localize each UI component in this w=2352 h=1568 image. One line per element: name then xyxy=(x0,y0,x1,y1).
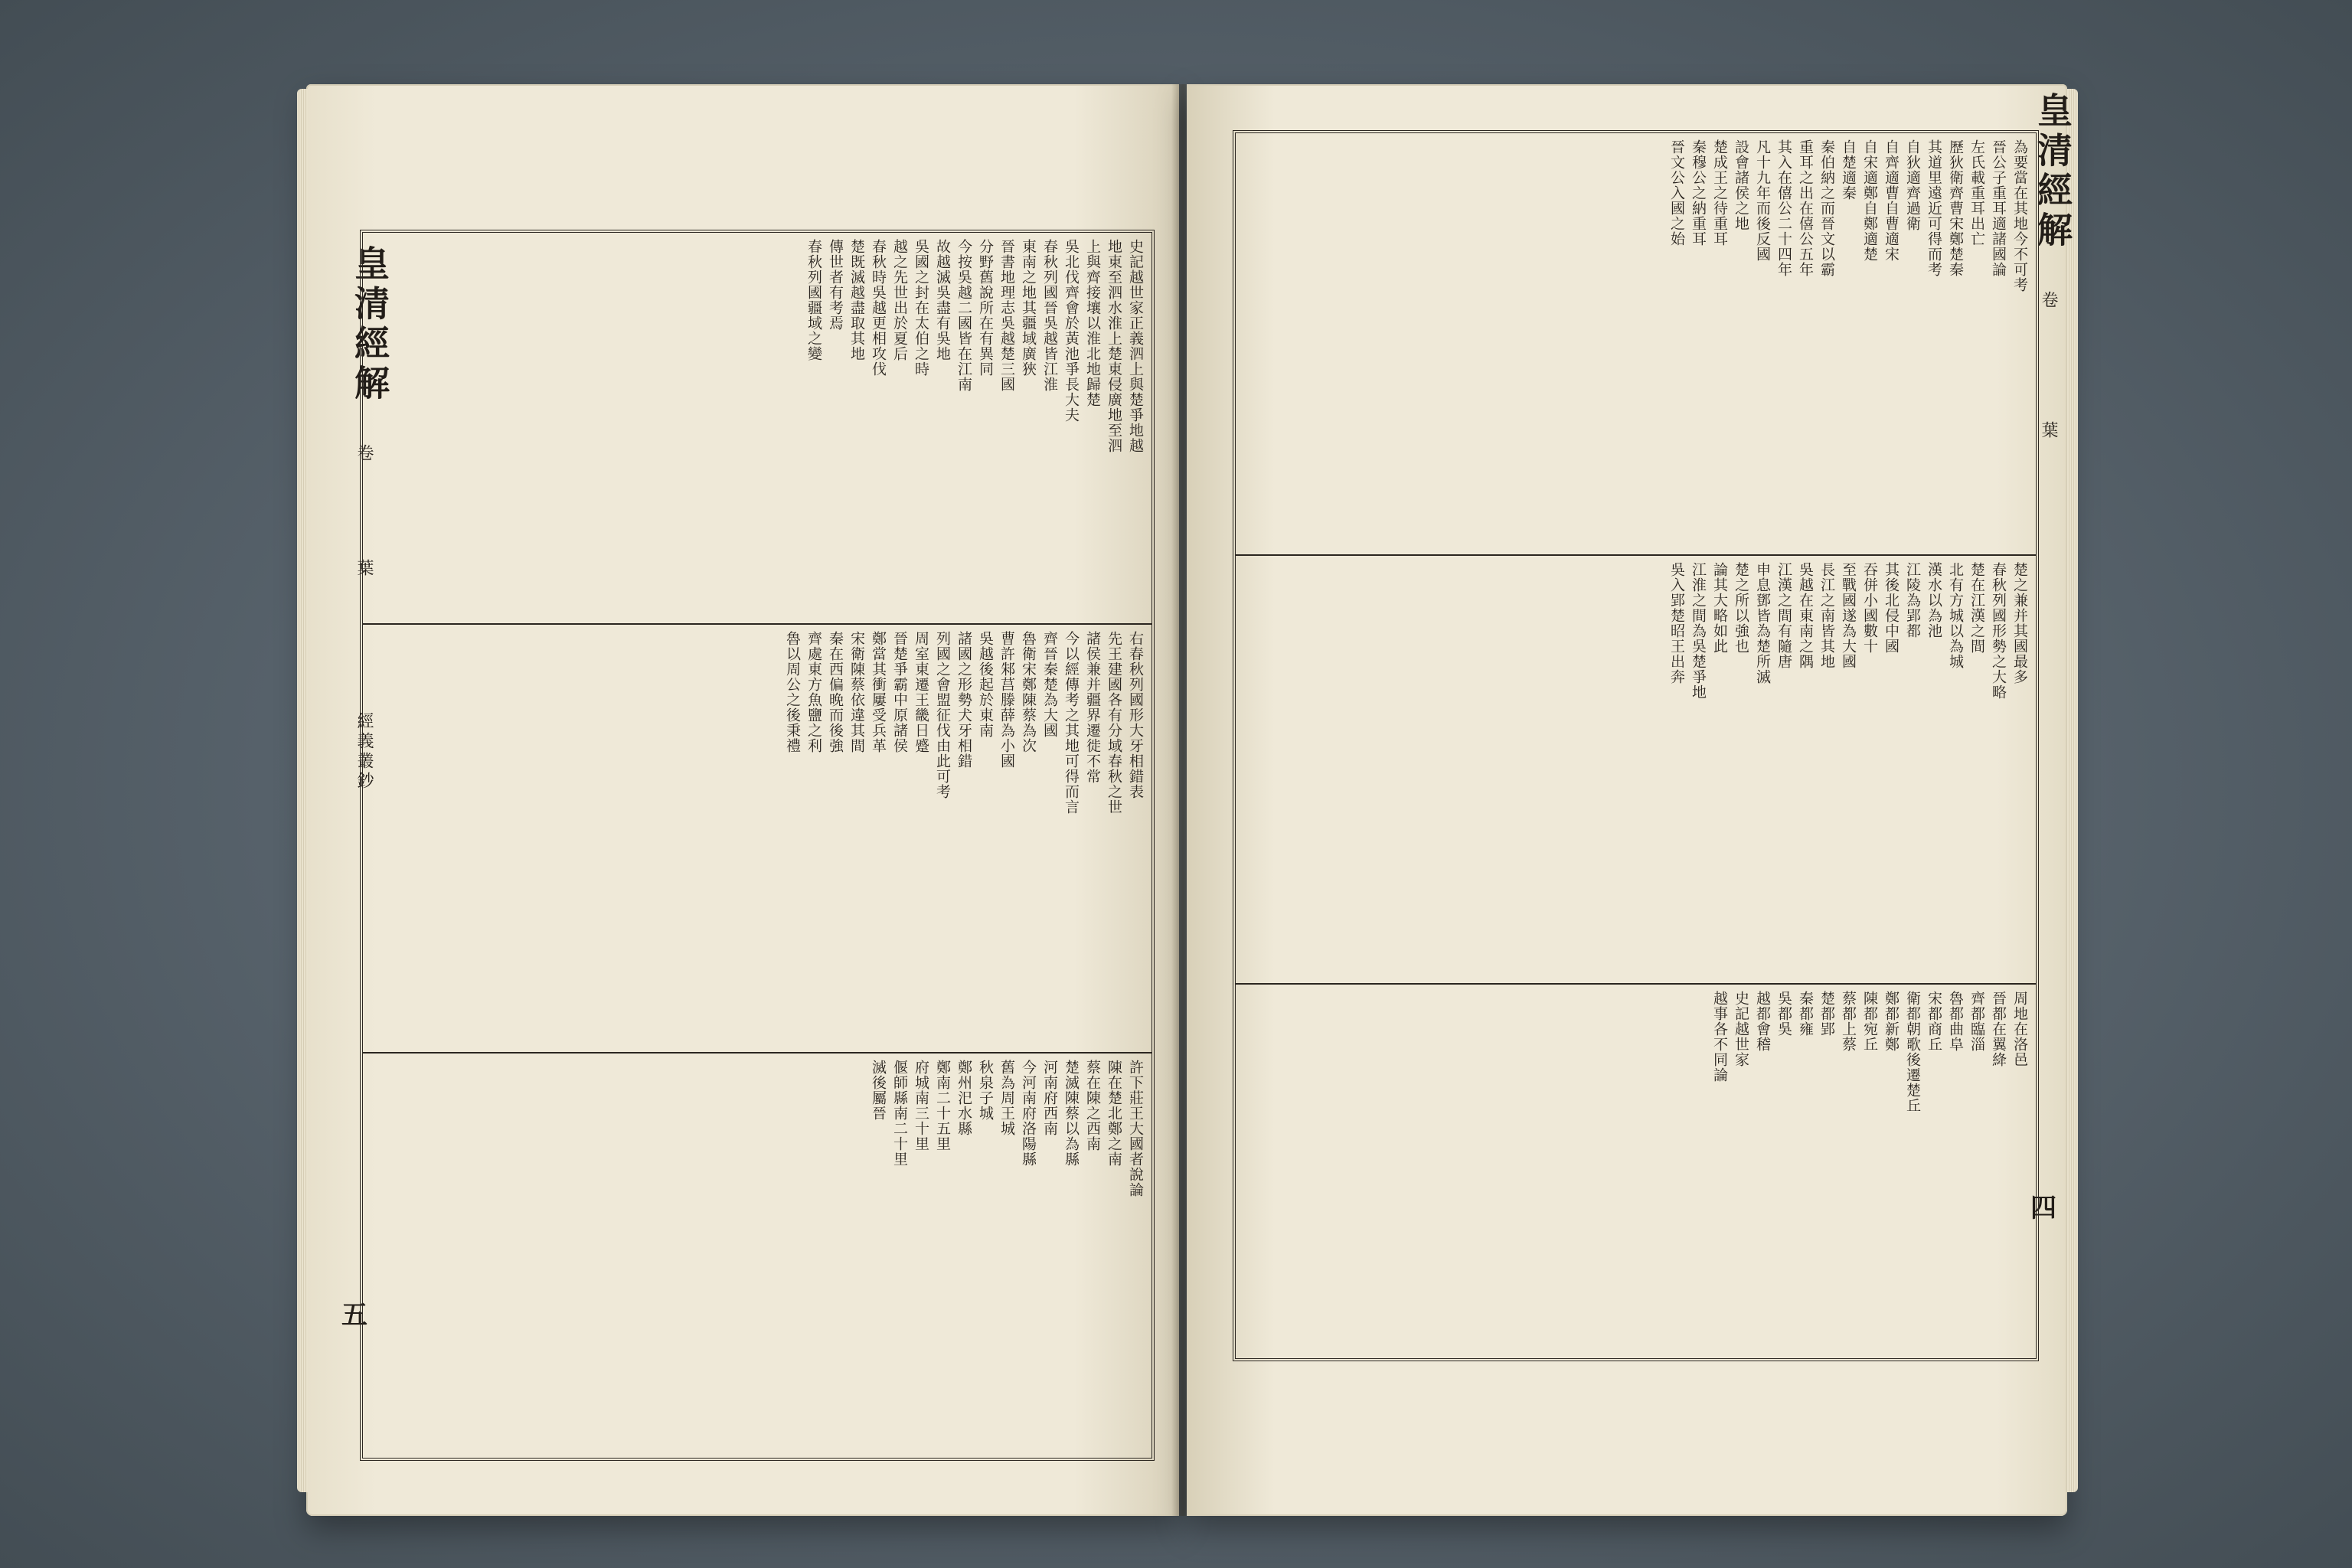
left-folio-number: 五 xyxy=(341,1300,368,1331)
text-column: 故越滅吳盡有吳地 xyxy=(934,239,951,361)
text-column: 長江之南皆其地 xyxy=(1818,562,1835,669)
text-column: 自狄適齊過衛 xyxy=(1904,139,1921,231)
text-column: 楚之兼并其國最多 xyxy=(2011,562,2028,684)
text-column: 史記越世家正義泗上與楚爭地越 xyxy=(1127,239,1144,453)
text-column: 右春秋列國形大牙相錯表 xyxy=(1127,631,1144,799)
text-column: 自宋適鄭自鄭適楚 xyxy=(1861,139,1878,262)
text-column: 陳在楚北鄭之南 xyxy=(1106,1060,1122,1167)
text-column: 自齊適曹自曹適宋 xyxy=(1883,139,1900,262)
text-column: 江漢之間有隨唐 xyxy=(1775,562,1792,669)
text-column: 北有方城以為城 xyxy=(1947,562,1964,669)
text-column: 齊處東方魚鹽之利 xyxy=(805,631,822,753)
text-column: 蔡都上蔡 xyxy=(1840,991,1857,1052)
text-column: 楚滅陳蔡以為縣 xyxy=(1063,1060,1080,1167)
text-column: 楚在江漢之間 xyxy=(1968,562,1985,654)
text-column: 諸侯兼并疆界遷徙不常 xyxy=(1084,631,1101,784)
text-column: 周地在洛邑 xyxy=(2011,991,2028,1067)
text-column: 自楚適秦 xyxy=(1840,139,1857,201)
text-column: 齊都臨淄 xyxy=(1968,991,1985,1052)
text-column: 地東至泗水淮上楚東侵廣地至泗 xyxy=(1106,239,1122,453)
left-upper-text-block xyxy=(371,239,1144,619)
text-column: 今按吳越二國皆在江南 xyxy=(956,239,972,392)
text-column: 上與齊接壤以淮北地歸楚 xyxy=(1084,239,1101,407)
text-column: 陳都宛丘 xyxy=(1861,991,1878,1052)
text-column: 江淮之間為吳楚爭地 xyxy=(1690,562,1707,700)
text-column: 吞併小國數十 xyxy=(1861,562,1878,654)
text-column: 晉都在翼絳 xyxy=(1990,991,2007,1067)
text-column: 吳北伐齊會於黃池爭長大夫 xyxy=(1063,239,1080,423)
text-column: 越都會稽 xyxy=(1754,991,1771,1052)
text-column: 東南之地其疆域廣狹 xyxy=(1020,239,1037,377)
text-column: 重耳之出在僖公五年 xyxy=(1797,139,1814,277)
right-text-frame xyxy=(1233,130,2039,1361)
text-column: 春秋列國形勢之大略 xyxy=(1990,562,2007,700)
right-page xyxy=(1187,84,2073,1516)
text-column: 今河南府洛陽縣 xyxy=(1020,1060,1037,1167)
text-column: 先王建國各有分域春秋之世 xyxy=(1106,631,1122,815)
text-column: 申息鄧皆為楚所滅 xyxy=(1754,562,1771,684)
text-column: 鄭州汜水縣 xyxy=(956,1060,972,1136)
text-column: 為要當在其地今不可考 xyxy=(2011,139,2028,292)
text-column: 吳國之封在太伯之時 xyxy=(913,239,929,377)
text-column: 宋衛陳蔡依違其間 xyxy=(848,631,865,753)
text-column: 魯衛宋鄭陳蔡為次 xyxy=(1020,631,1037,753)
text-column: 楚都郢 xyxy=(1818,991,1835,1037)
text-column: 秋泉子城 xyxy=(977,1060,994,1121)
text-column: 秦伯納之而晉文以霸 xyxy=(1818,139,1835,277)
text-column: 鄭當其衝屢受兵革 xyxy=(870,631,887,753)
text-column: 史記越世家 xyxy=(1733,991,1749,1067)
text-column: 其入在僖公二十四年 xyxy=(1775,139,1792,277)
text-column: 設會諸侯之地 xyxy=(1733,139,1749,231)
text-column: 楚既滅越盡取其地 xyxy=(848,239,865,361)
left-banner-volume: 卷 xyxy=(354,444,374,464)
right-lower-text-block xyxy=(1243,562,2028,978)
text-column: 吳入郢楚昭王出奔 xyxy=(1668,562,1685,684)
text-column: 江陵為郢都 xyxy=(1904,562,1921,639)
left-banner-sheet: 葉 xyxy=(354,559,374,579)
text-column: 滅後屬晉 xyxy=(870,1060,887,1121)
text-column: 楚成王之待重耳 xyxy=(1711,139,1728,247)
right-folio-number: 四 xyxy=(2030,1193,2056,1223)
left-section-divider-1 xyxy=(363,623,1152,625)
text-column: 傳世者有考焉 xyxy=(827,239,844,331)
text-column: 齊晉秦楚為大國 xyxy=(1041,631,1058,738)
left-page-edges xyxy=(297,89,308,1492)
text-column: 鄭南二十五里 xyxy=(934,1060,951,1152)
text-column: 凡十九年而後反國 xyxy=(1754,139,1771,262)
text-column: 秦穆公之納重耳 xyxy=(1690,139,1707,247)
left-lower-text-block xyxy=(371,631,1144,1047)
text-column: 衛都朝歌後遷楚丘 xyxy=(1904,991,1921,1113)
text-column: 府城南三十里 xyxy=(913,1060,929,1152)
text-column: 許下莊王大國者說論 xyxy=(1127,1060,1144,1197)
right-upper-text-block xyxy=(1243,139,2028,550)
right-section-divider-1 xyxy=(1236,554,2036,556)
right-section-divider-2 xyxy=(1236,983,2036,985)
open-book xyxy=(306,84,2073,1516)
right-banner-volume: 卷 xyxy=(2039,291,2058,311)
text-column: 宋都商丘 xyxy=(1926,991,1942,1052)
text-column: 蔡在陳之西南 xyxy=(1084,1060,1101,1152)
text-column: 晉公子重耳適諸國論 xyxy=(1990,139,2007,277)
text-column: 吳越後起於東南 xyxy=(977,631,994,738)
text-column: 其後北侵中國 xyxy=(1883,562,1900,654)
text-column: 魯以周公之後秉禮 xyxy=(784,631,801,753)
text-column: 舊為周王城 xyxy=(998,1060,1015,1136)
text-column: 吳越在東南之隅 xyxy=(1797,562,1814,669)
text-column: 鄭都新鄭 xyxy=(1883,991,1900,1052)
right-page-edges xyxy=(2067,89,2078,1492)
left-text-frame xyxy=(360,230,1155,1461)
text-column: 春秋列國晉吳越皆江淮 xyxy=(1041,239,1058,392)
text-column: 諸國之形勢犬牙相錯 xyxy=(956,631,972,769)
text-column: 吳都吳 xyxy=(1775,991,1792,1037)
right-banner-sheet: 葉 xyxy=(2039,421,2058,441)
text-column: 秦都雍 xyxy=(1797,991,1814,1037)
left-banner-title: 皇清經解 xyxy=(349,245,390,404)
text-column: 其道里遠近可得而考 xyxy=(1926,139,1942,277)
text-column: 周室東遷王畿日蹙 xyxy=(913,631,929,753)
text-column: 漢水以為池 xyxy=(1926,562,1942,639)
text-column: 春秋時吳越更相攻伐 xyxy=(870,239,887,377)
right-bottom-text-block xyxy=(1243,991,2028,1351)
text-column: 秦在西偏晚而後強 xyxy=(827,631,844,753)
text-column: 歷狄衛齊曹宋鄭楚秦 xyxy=(1947,139,1964,277)
text-column: 左氏載重耳出亡 xyxy=(1968,139,1985,247)
text-column: 晉文公入國之始 xyxy=(1668,139,1685,247)
text-column: 論其大略如此 xyxy=(1711,562,1728,654)
text-column: 越之先世出於夏后 xyxy=(891,239,908,361)
text-column: 至戰國遂為大國 xyxy=(1840,562,1857,669)
left-banner-editor: 經義叢鈔 xyxy=(354,712,374,792)
text-column: 曹許邾莒滕薛為小國 xyxy=(998,631,1015,769)
left-section-divider-2 xyxy=(363,1052,1152,1054)
left-bottom-text-block xyxy=(371,1060,1144,1450)
text-column: 今以經傳考之其地可得而言 xyxy=(1063,631,1080,815)
text-column: 楚之所以強也 xyxy=(1733,562,1749,654)
text-column: 分野舊說所在有異同 xyxy=(977,239,994,377)
text-column: 越事各不同論 xyxy=(1711,991,1728,1083)
text-column: 晉書地理志吳越楚三國 xyxy=(998,239,1015,392)
text-column: 偃師縣南二十里 xyxy=(891,1060,908,1167)
right-banner-title: 皇清經解 xyxy=(2032,92,2073,251)
left-page xyxy=(306,84,1179,1516)
text-column: 春秋列國疆域之變 xyxy=(805,239,822,361)
text-column: 晉楚爭霸中原諸侯 xyxy=(891,631,908,753)
text-column: 魯都曲阜 xyxy=(1947,991,1964,1052)
text-column: 列國之會盟征伐由此可考 xyxy=(934,631,951,799)
text-column: 河南府西南 xyxy=(1041,1060,1058,1136)
